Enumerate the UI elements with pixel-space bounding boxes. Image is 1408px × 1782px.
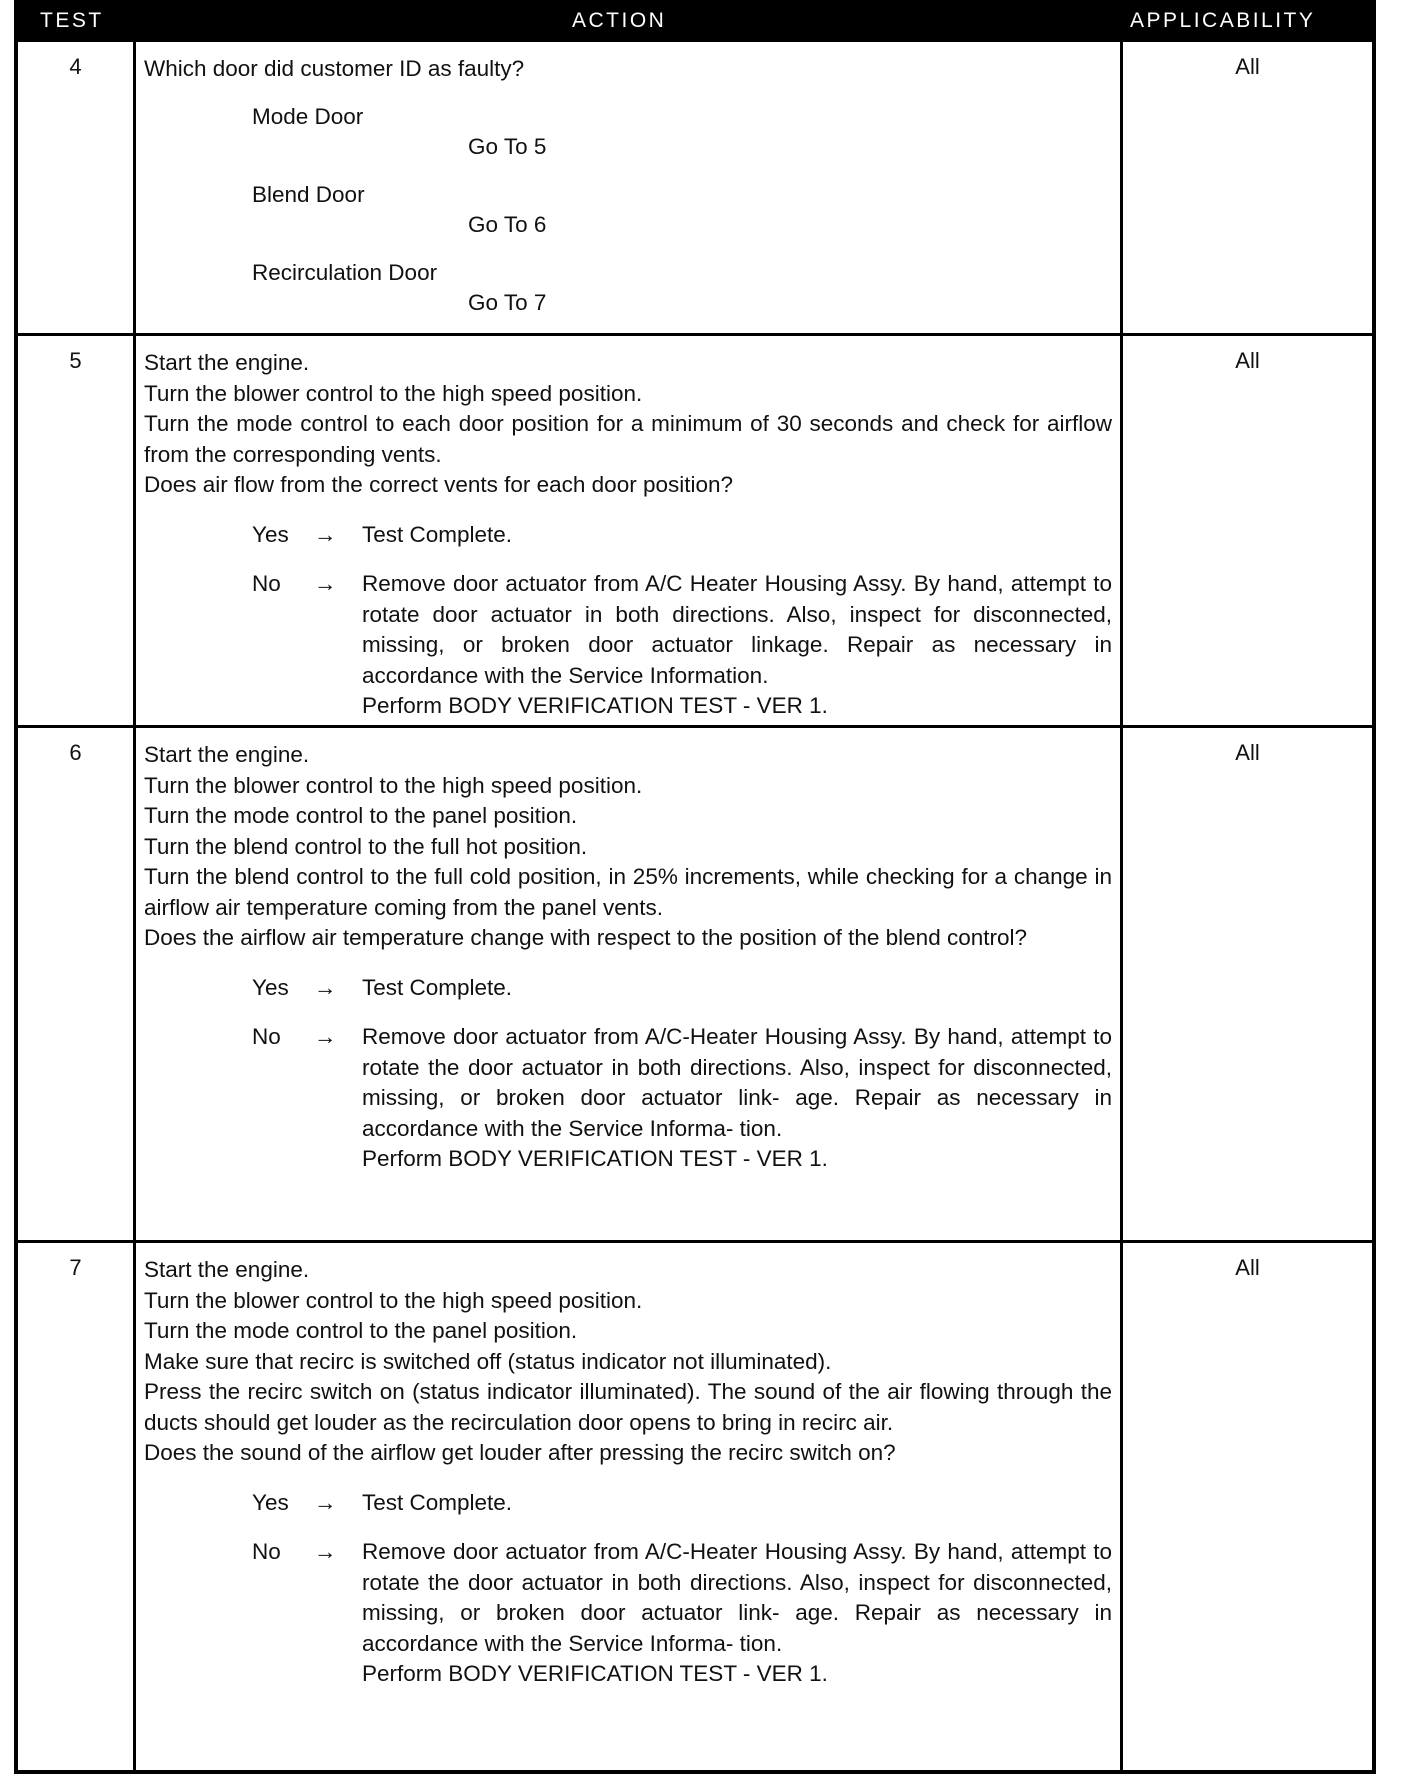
test-number: 6: [69, 740, 82, 765]
test-row-4: [18, 42, 1372, 333]
yes-label: Yes: [252, 974, 289, 1000]
no-result: Remove door actuator from A/C-Heater Housing Assy. By hand, attempt to rotate the door actuator in both directions. Also, inspect for disconnected, missing, or broken door actuator link- age. Repair as necessary in accordance with the Service Informa- tion.: [362, 1024, 1112, 1141]
answer-no: [144, 569, 1112, 722]
test-number: 7: [69, 1255, 82, 1280]
test-step: Press the recirc switch on (status indicator illuminated). The sound of the air flowing through the ducts should get louder as the recirculation door opens to bring in recirc air.: [144, 1379, 1112, 1435]
answer-yes: [144, 973, 1112, 1004]
no-perform: Perform BODY VERIFICATION TEST - VER 1.: [362, 693, 828, 718]
test-applicability: All: [1235, 740, 1260, 765]
test-step: Turn the mode control to the panel position.: [144, 1318, 578, 1343]
test-step: Make sure that recirc is switched off (status indicator not illuminated).: [144, 1348, 832, 1374]
test-step: Turn the blend control to the full cold position, in 25% increments, while checking for a change in airflow air temperature coming from the panel vents.: [144, 864, 1112, 920]
no-label: No: [252, 571, 281, 596]
test-step: Turn the mode control to the panel position.: [144, 803, 578, 828]
test-applicability: All: [1235, 1255, 1260, 1280]
test-action: [144, 54, 1112, 319]
test-row-7: [18, 1243, 1372, 1774]
no-label: No: [252, 1539, 281, 1564]
yes-result: Test Complete.: [362, 974, 513, 1000]
yes-label: Yes: [252, 1489, 289, 1515]
test-action: [144, 1255, 1112, 1690]
no-perform: Perform BODY VERIFICATION TEST - VER 1.: [362, 1146, 828, 1171]
test-step: Start the engine.: [144, 1257, 310, 1282]
option-label: Blend Door: [252, 181, 365, 207]
answer-no: [144, 1022, 1112, 1175]
test-question: Does air flow from the correct vents for each door position?: [144, 472, 734, 497]
option-recirculation-door: [252, 258, 1112, 319]
test-step: Turn the blower control to the high speed position.: [144, 1287, 643, 1313]
test-applicability: All: [1235, 348, 1260, 373]
test-step: Start the engine.: [144, 350, 310, 375]
answer-no: [144, 1537, 1112, 1690]
arrow-icon: →: [314, 571, 337, 596]
test-number: 4: [69, 54, 82, 79]
arrow-icon: →: [314, 1024, 337, 1049]
test-row-5: [18, 336, 1372, 725]
header-applicability: APPLICABILITY: [1130, 9, 1316, 32]
table-header: [14, 0, 1376, 42]
no-label: No: [252, 1024, 281, 1049]
test-question: Does the sound of the airflow get louder after pressing the recirc switch on?: [144, 1440, 896, 1465]
option-goto: Go To 5: [468, 134, 547, 159]
answer-yes: [144, 520, 1112, 551]
no-result: Remove door actuator from A/C-Heater Housing Assy. By hand, attempt to rotate the door actuator in both directions. Also, inspect for disconnected, missing, or broken door actuator link- age. Repair as necessary in accordance with the Service Informa- tion.: [362, 1539, 1112, 1656]
arrow-icon: →: [314, 1539, 337, 1564]
arrow-icon: →: [314, 521, 337, 547]
option-blend-door: [252, 180, 1112, 241]
test-step: Turn the mode control to each door position for a minimum of 30 seconds and check for airflow from the corresponding vents.: [144, 411, 1112, 467]
test-number: 5: [69, 348, 82, 373]
answer-yes: [144, 1488, 1112, 1519]
yes-result: Test Complete.: [362, 1489, 513, 1515]
yes-result: Test Complete.: [362, 521, 513, 547]
test-applicability: All: [1235, 54, 1260, 79]
header-action: ACTION: [572, 9, 667, 32]
no-perform: Perform BODY VERIFICATION TEST - VER 1.: [362, 1661, 828, 1686]
test-question: Does the airflow air temperature change with respect to the position of the blend control?: [144, 925, 1028, 950]
yes-label: Yes: [252, 521, 289, 547]
test-action: [144, 740, 1112, 1175]
test-step: Turn the blower control to the high speed position.: [144, 380, 643, 406]
no-result: Remove door actuator from A/C Heater Housing Assy. By hand, attempt to rotate door actuator in both directions. Also, inspect for disconnected, missing, or broken door actuator linkage. Repair as necessary in accordance with the Service Information.: [362, 571, 1112, 688]
header-test: TEST: [40, 9, 104, 32]
test-step: Start the engine.: [144, 742, 310, 767]
test-action: [144, 348, 1112, 722]
option-goto: Go To 7: [468, 290, 547, 315]
arrow-icon: →: [314, 974, 337, 1000]
test-row-6: [18, 728, 1372, 1240]
option-label: Mode Door: [252, 103, 364, 129]
option-goto: Go To 6: [468, 212, 547, 237]
arrow-icon: →: [314, 1489, 337, 1515]
test-step: Turn the blower control to the high speed position.: [144, 772, 643, 798]
diagnostic-test-table: [14, 0, 1376, 1774]
test-question: Which door did customer ID as faulty?: [144, 56, 525, 81]
option-mode-door: [252, 102, 1112, 163]
test-step: Turn the blend control to the full hot position.: [144, 833, 588, 859]
option-label: Recirculation Door: [252, 259, 438, 285]
